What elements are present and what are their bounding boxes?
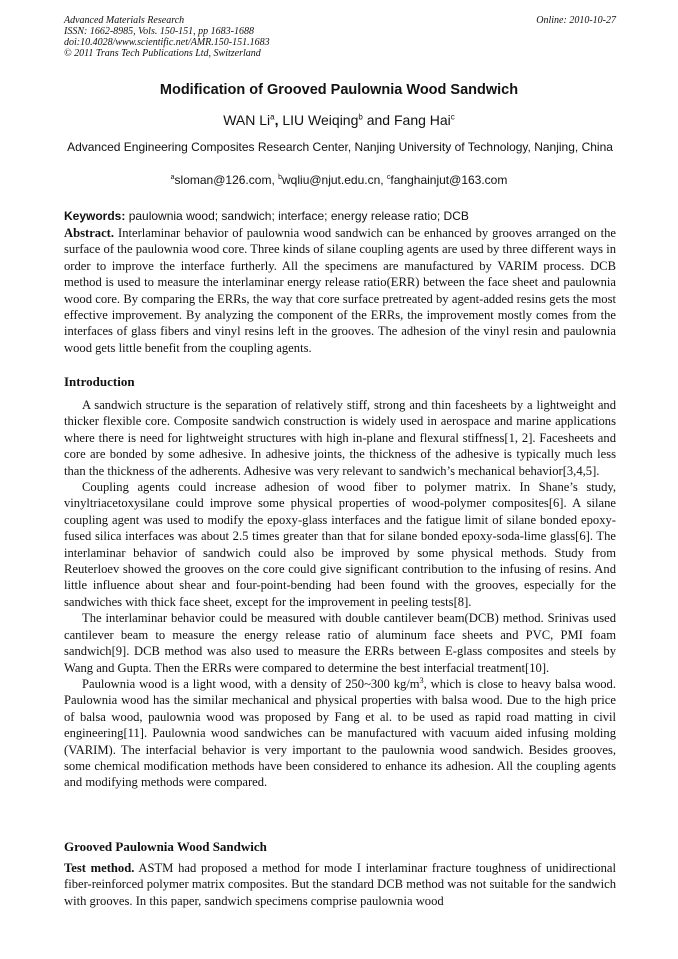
author-name: WAN Li [223, 112, 271, 128]
paragraph-text: , which is close to heavy balsa wood. Paulownia wood has the similar mechanical and physical properties with balsa wood. Due to the high price of balsa wood, paulownia wood was proposed by Fang et al. to be used as rapid road matting in civil engineering[11]. Paulownia wood sandwiches can be manufactured with vacuum aided infusing molding (VARIM). The interfacial behavior is very important to the paulownia wood sandwich. Besides grooves, some chemical modification methods have been considered to enhance its adhesion. All the coupling agents and modifying methods were compared. [64, 676, 616, 790]
abstract [64, 225, 616, 356]
paragraph: The interlaminar behavior could be measured with double cantilever beam(DCB) method. Srinivas used cantilever beam to measure the energy release ratio of aluminum face sheets and PVC, PMI foam sandwich[9]. DCB method was also used to measure the ERRs between E-glass composites and steels by Wang and Gupta. Then the ERRs were compared to determine the best interfacial treatment[10]. [64, 611, 616, 675]
author-superscript: c [450, 112, 455, 122]
copyright-line: © 2011 Trans Tech Publications Ltd, Switzerland [64, 48, 261, 59]
journal-name: Advanced Materials Research [64, 15, 185, 26]
section-heading-grooved: Grooved Paulownia Wood Sandwich [64, 839, 267, 854]
author-list [0, 112, 678, 128]
keywords [64, 209, 616, 223]
affiliation: Advanced Engineering Composites Research Center, Nanjing University of Technology, Nanjing, China [67, 140, 613, 154]
test-method-text: ASTM had proposed a method for mode I interlaminar fracture toughness of unidirectional fiber-reinforced polymer matrix composites. But the standard DCB method was not suitable for the sandwich with grooves. In this paper, sandwich specimens comprise paulownia wood [64, 861, 616, 908]
paragraph-text: Paulownia wood is a light wood, with a density of 250~300 kg/m [82, 676, 420, 691]
email-address: wqliu@njut.edu.cn, [282, 173, 387, 187]
author-emails [0, 173, 678, 187]
keywords-label: Keywords: [64, 209, 126, 223]
superscript: 3 [419, 675, 424, 685]
email-superscript: b [278, 174, 283, 181]
abstract-text: Interlaminar behavior of paulownia wood sandwich can be enhanced by grooves arranged on the surface of the paulownia wood core. Three kinds of silane coupling agents are used by three different ways in order to improve the interface furtherly. All the specimens are manufactured by VARIM process. DCB method is used to measure the interlaminar energy release ratio(ERR) between the face sheet and paulownia wood core. By comparing the ERRs, the way that core surface pretreated by agent-added resins gets the most effective improvement. By analyzing the component of the ERRs, the improvement mostly comes from the interfaces of glass fibers and vinyl resins left in the grooves. The adhesion of the vinyl resin and paulownia wood gets little benefit from the coupling agents. [64, 226, 616, 355]
author-name: LIU Weiqing [282, 112, 359, 128]
issn-line: ISSN: 1662-8985, Vols. 150-151, pp 1683-1688 [64, 26, 254, 37]
author-name: Fang Hai [393, 112, 451, 128]
author-separator: and [362, 112, 394, 128]
paragraph: Coupling agents could increase adhesion of wood fiber to polymer matrix. In Shane’s study, vinyltriacetoxysilane could improve some physical properties of wood-polymer composites[6]. A silane coupling agent was used to modify the epoxy-glass interfaces and the fatigue limit of silane bonded epoxy-fused silica interfaces was about 2.5 times greater than that for silane bonded epoxy-soda-lime glass[6]. The interlaminar behavior of sandwich could also be improved by some physical methods. Study from Reuterloev showed the grooves on the core could give significant contribution to the infusing of resins. And little influence about shear and four-point-bending had been found with the grooves, especially for the sandwiches with thick face sheet, except for the improvement in peeling tests[8]. [64, 480, 616, 609]
email-superscript: c [386, 174, 391, 181]
doi-line: doi:10.4028/www.scientific.net/AMR.150-151.1683 [64, 37, 270, 48]
keywords-text: paulownia wood; sandwich; interface; energy release ratio; DCB [125, 209, 469, 223]
paragraph [64, 676, 616, 791]
test-method-label: Test method. [64, 861, 135, 875]
paper-title: Modification of Grooved Paulownia Wood Sandwich [159, 82, 519, 98]
introduction-body [64, 397, 616, 791]
author-superscript: b [358, 112, 363, 122]
email-superscript: a [170, 174, 175, 181]
test-method-body [64, 860, 616, 909]
section-heading-introduction: Introduction [64, 374, 135, 389]
paragraph: A sandwich structure is the separation of relatively stiff, strong and thin facesheets by a lightweight and thicker flexible core. Composite sandwich construction is widely used in aerospace and marine applications where there is need for lightweight structures with high in-plane and flexural stiffness[1, 2]. Facesheets and core are bonded by some adhesive. In adhesive joints, the thickness of the adhesive is typically much less than the thickness of the adherents. Adhesive was very relevant to sandwich’s mechanical behavior[3,4,5]. [64, 398, 616, 478]
author-separator: , [274, 112, 283, 128]
author-superscript: a [270, 112, 275, 122]
journal-header [64, 15, 616, 59]
email-address: fanghainjut@163.com [390, 173, 508, 187]
abstract-label: Abstract. [64, 226, 115, 240]
email-address: sloman@126.com, [174, 173, 279, 187]
online-date: Online: 2010-10-27 [536, 15, 616, 26]
